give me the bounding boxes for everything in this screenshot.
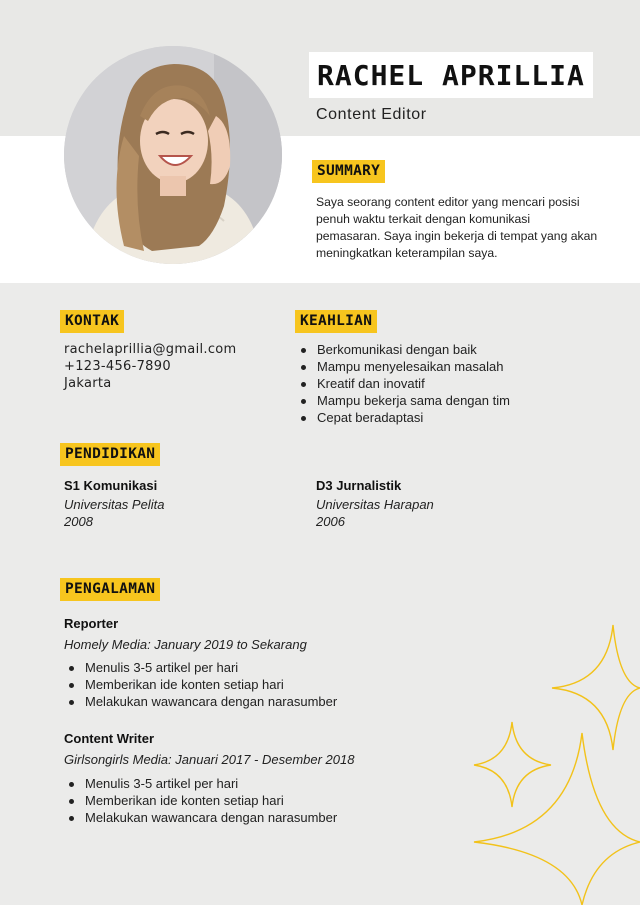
job-title: Content Writer	[64, 731, 155, 746]
summary-line: pemasaran. Saya ingin bekerja di tempat yang akan	[316, 229, 598, 243]
candidate-name: RACHEL APRILLIA	[317, 58, 585, 92]
education-school: Universitas Pelita	[64, 497, 165, 512]
education-school: Universitas Harapan	[316, 497, 434, 512]
experience-heading: PENGALAMAN	[60, 578, 160, 601]
contact-heading: KONTAK	[60, 310, 124, 333]
skill-item: Mampu menyelesaikan masalah	[297, 358, 510, 375]
summary-line: Saya seorang content editor yang mencari posisi	[316, 195, 580, 209]
education-heading: PENDIDIKAN	[60, 443, 160, 466]
contact-city: Jakarta	[64, 376, 112, 391]
job-task: Menulis 3-5 artikel per hari	[65, 659, 337, 676]
name-box	[309, 52, 593, 98]
profile-photo	[64, 46, 282, 264]
contact-block	[64, 341, 237, 392]
job-task: Melakukan wawancara dengan narasumber	[65, 693, 337, 710]
skill-item: Berkomunikasi dengan baik	[297, 341, 510, 358]
education-year: 2008	[64, 514, 93, 529]
skill-item: Cepat beradaptasi	[297, 409, 510, 426]
job-task: Melakukan wawancara dengan narasumber	[65, 809, 337, 826]
education-degree: D3 Jurnalistik	[316, 478, 402, 493]
job-meta: Girlsongirls Media: Januari 2017 - Desember 2018	[64, 752, 355, 767]
summary-heading: SUMMARY	[312, 160, 385, 183]
skill-item: Mampu bekerja sama dengan tim	[297, 392, 510, 409]
skill-item: Kreatif dan inovatif	[297, 375, 510, 392]
summary-line: meningkatkan keterampilan saya.	[316, 246, 498, 260]
summary-line: penuh waktu terkait dengan komunikasi	[316, 212, 531, 226]
education-degree: S1 Komunikasi	[64, 478, 158, 493]
job-task: Menulis 3-5 artikel per hari	[65, 775, 337, 792]
job-meta: Homely Media: January 2019 to Sekarang	[64, 637, 307, 652]
job-tasks	[65, 659, 337, 710]
job-task: Memberikan ide konten setiap hari	[65, 676, 337, 693]
education-year: 2006	[316, 514, 345, 529]
candidate-role: Content Editor	[316, 106, 427, 123]
summary-text	[316, 194, 606, 262]
job-task: Memberikan ide konten setiap hari	[65, 792, 337, 809]
job-title: Reporter	[64, 616, 119, 631]
contact-phone: +123-456-7890	[64, 359, 171, 374]
contact-email: rachelaprillia@gmail.com	[64, 342, 237, 357]
skills-list	[297, 341, 510, 426]
skills-heading: KEAHLIAN	[295, 310, 377, 333]
job-tasks	[65, 775, 337, 826]
